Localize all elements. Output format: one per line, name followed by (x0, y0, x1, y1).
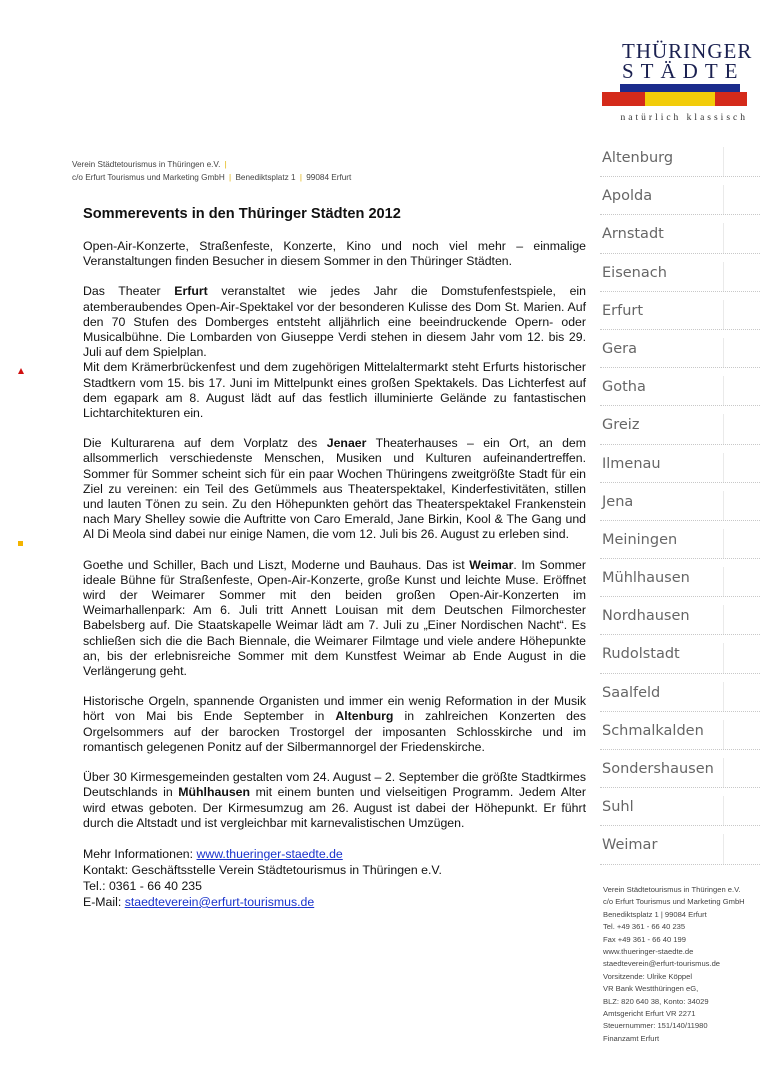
sender-address (72, 158, 502, 184)
city-name: Gotha (602, 379, 646, 396)
association-line: Finanzamt Erfurt (603, 1033, 660, 1043)
text: Über 30 Kirmesgemeinden gestalten vom 24. August – 2. September die größte Stadtkirmes Deutschlands in (83, 770, 586, 800)
jena-paragraph (83, 436, 586, 542)
city-name: Erfurt (602, 302, 644, 319)
sender-separator: | (299, 173, 302, 182)
city-highlight: Jenaer (326, 436, 367, 451)
association-line: VR Bank Westthüringen eG, (603, 984, 699, 994)
association-line: c/o Erfurt Tourismus und Marketing GmbH (603, 897, 745, 907)
city-name: Greiz (602, 417, 640, 434)
city-name: Saalfeld (602, 684, 661, 701)
association-line: Benediktsplatz 1 | 99084 Erfurt (603, 909, 707, 919)
city-item (600, 374, 760, 412)
city-name: Suhl (602, 799, 634, 816)
weimar-paragraph (83, 558, 586, 680)
city-item (600, 336, 760, 374)
association-line: Steuernummer: 151/140/11980 (603, 1021, 708, 1031)
more-info-line (83, 846, 586, 862)
city-highlight: Erfurt (174, 284, 208, 299)
text: mit einem bunten und vielseitigen Programm. Jedem Alter wird etwas geboten. Der Kirmesumzug am 26. August ist dabei der Höhepunkt. Er führt durch die Altstadt und ist vergleichbar mit karnevalistischen Umzügen. (83, 785, 586, 830)
erfurt-paragraph (83, 284, 586, 360)
city-item (600, 794, 760, 832)
association-line: Verein Städtetourismus in Thüringen e.V. (603, 885, 741, 894)
sender-separator: | (224, 160, 227, 169)
city-item (600, 680, 760, 718)
city-item (600, 565, 760, 603)
city-item (600, 145, 760, 183)
city-item (600, 641, 760, 679)
logo-tagline: natürlich klassisch (620, 113, 748, 123)
city-name: Apolda (602, 188, 653, 205)
text: E-Mail: (83, 894, 125, 909)
email-line (83, 894, 586, 910)
text: Goethe und Schiller, Bach und Liszt, Moderne und Bauhaus. Das ist (83, 557, 470, 572)
erfurt-paragraph-2: Mit dem Krämerbrückenfest und dem zugehörigen Mittelaltermarkt steht Erfurts historischer Stadtkern vom 15. bis 17. Juni im Mittelpunkt eines großen Spektakels. Das Lichterfest auf dem egapark am 8. August lädt auf das festlich illuminierte Gelände zu fantastischen Lichtarchitekturen ein. (83, 360, 586, 421)
city-item (600, 489, 760, 527)
email-link[interactable]: staedteverein@erfurt-tourismus.de (124, 894, 315, 909)
text: Mehr Informationen: (83, 846, 197, 861)
city-item (600, 603, 760, 641)
text: in zahlreichen Konzerten des Orgelsommers auf der barocken Trostorgel der imposanten Schlosskirche und im romantisch gelegenen Ponitz auf der Silbermannorgel der Friedenskirche. (83, 709, 586, 754)
sender-org: Verein Städtetourismus in Thüringen e.V. (72, 160, 221, 169)
altenburg-paragraph (83, 694, 586, 755)
thueringer-staedte-logo (600, 30, 753, 130)
city-name: Altenburg (602, 150, 674, 166)
city-name: Nordhausen (602, 608, 690, 625)
contact-office: Kontakt: Geschäftsstelle Verein Städtetourismus in Thüringen e.V. (83, 862, 442, 877)
text: veranstaltet wie jedes Jahr die Domstufenfestspiele, ein atemberaubendes Open-Air-Spektakel vor der besonderen Kulisse des Dom St. Marien. Auf den 70 Stufen des Domberges entsteht alljährlich eine beeindruckende Opern- oder Musicalbühne. Die Lombarden von Giuseppe Verdi stehen in diesem Jahr vom 12. bis 29. Juli auf dem Spielplan. (83, 284, 586, 360)
muehlhausen-paragraph (83, 770, 586, 831)
sender-street: Benediktsplatz 1 (235, 173, 296, 182)
city-highlight: Weimar (469, 557, 514, 572)
city-name: Ilmenau (602, 455, 661, 472)
association-line: BLZ: 820 640 38, Konto: 34029 (603, 996, 709, 1006)
association-line: Vorsitzende: Ulrike Köppel (603, 971, 693, 981)
text: Die Kulturarena auf dem Vorplatz des (83, 436, 327, 451)
city-name: Schmalkalden (602, 722, 704, 739)
city-item (600, 221, 760, 259)
city-name: Gera (602, 340, 638, 357)
logo-line-1: THÜRINGER (622, 39, 753, 63)
city-name: Eisenach (602, 264, 667, 281)
city-name: Sondershausen (602, 761, 714, 777)
city-name: Jena (602, 493, 634, 510)
city-item (600, 183, 760, 221)
logo-yellow-bar (645, 92, 715, 106)
sender-line-2 (72, 171, 502, 184)
margin-marker-red (18, 368, 24, 374)
text: . Im Sommer ideale Bühne für Straßenfeste, Open-Air-Konzerte, große Kunst und leichte Muse. Eröffnet wird der Weimarer Sommer mit den beiden großen Open-Air-Konzerten im Weimarhallenpark: Am 6. Juli tritt Annett Louisan mit dem Deutschen Filmorchester Babelsberg auf. Die Staatskapelle Weimar lädt am 7. Juli zu „Einer Nordischen Nacht“. Es schließen sich die die Bach Biennale, die Weimarer Filmtage und viele andere Höhepunkte an, bis der erlebnisreiche Sommer mit dem Kunstfest Weimar ab Ende August in die Verlängerung geht. (83, 557, 586, 679)
text: Historische Orgeln, spannende Organisten und immer ein wenig Reformation in der Musik hört von Mai bis Ende September in (83, 694, 586, 724)
city-name: Mühlhausen (602, 570, 690, 587)
city-highlight: Altenburg (335, 709, 394, 724)
text: Theaterhauses – ein Ort, an dem allsommerlich verschiedenste Menschen, Musiken und Kulturen aufeinandertreffen. Sommer für Sommer scheint sich für ein paar Wochen Thüringens zweitgrößte Stadt für ein Ziel zu vereinen: ein Teil des Getümmels aus Theaterspektakel, Kinderfestivitäten, stillen und lauten Tönen zu sein. Zu den Höhepunkten gehört das Theaterspektakel Frankenstein nach Mary Shelley sowie die Auftritte von Caro Emerald, Jane Birkin, Kool & The Gang und Al Di Meola sind dabei nur einige Namen, die vom 12. Juli bis 26. August zu erleben sind. (83, 436, 586, 542)
press-release-body (83, 205, 586, 910)
sender-city: 99084 Erfurt (306, 173, 352, 182)
logo-navy-bar (620, 84, 740, 92)
city-item (600, 412, 760, 450)
association-line: www.thueringer-staedte.de (603, 947, 694, 957)
city-item (600, 718, 760, 756)
association-line: Tel. +49 361 - 66 40 235 (603, 922, 686, 932)
city-name: Arnstadt (602, 226, 664, 243)
city-item (600, 756, 760, 794)
association-line: Fax +49 361 - 66 40 199 (603, 934, 686, 944)
sender-line-1 (72, 158, 502, 171)
association-line: Amtsgericht Erfurt VR 2271 (603, 1009, 696, 1019)
sender-company: c/o Erfurt Tourismus und Marketing GmbH (72, 173, 225, 182)
city-item (600, 298, 760, 336)
association-details (603, 884, 763, 1045)
city-item (600, 527, 760, 565)
contact-block (83, 846, 586, 910)
city-name: Weimar (602, 837, 658, 854)
text: Das Theater (83, 284, 175, 299)
city-item (600, 832, 760, 870)
city-name: Rudolstadt (602, 646, 680, 663)
intro-paragraph: Open-Air-Konzerte, Straßenfeste, Konzerte, Kino und noch viel mehr – einmalige Veranstaltungen finden Besucher in diesem Sommer in den Thüringer Städten. (83, 239, 586, 269)
city-item (600, 451, 760, 489)
association-line: staedteverein@erfurt-tourismus.de (603, 959, 721, 969)
logo-line-2: STÄDTE (622, 59, 745, 83)
city-list (600, 145, 760, 871)
city-item (600, 260, 760, 298)
document-title: Sommerevents in den Thüringer Städten 2012 (83, 206, 401, 222)
city-highlight: Mühlhausen (178, 785, 251, 800)
sender-separator: | (229, 173, 232, 182)
contact-phone: Tel.: 0361 - 66 40 235 (83, 878, 202, 893)
website-link[interactable]: www.thueringer-staedte.de (196, 846, 343, 861)
city-name: Meiningen (602, 531, 678, 548)
margin-marker-yellow (18, 541, 23, 546)
